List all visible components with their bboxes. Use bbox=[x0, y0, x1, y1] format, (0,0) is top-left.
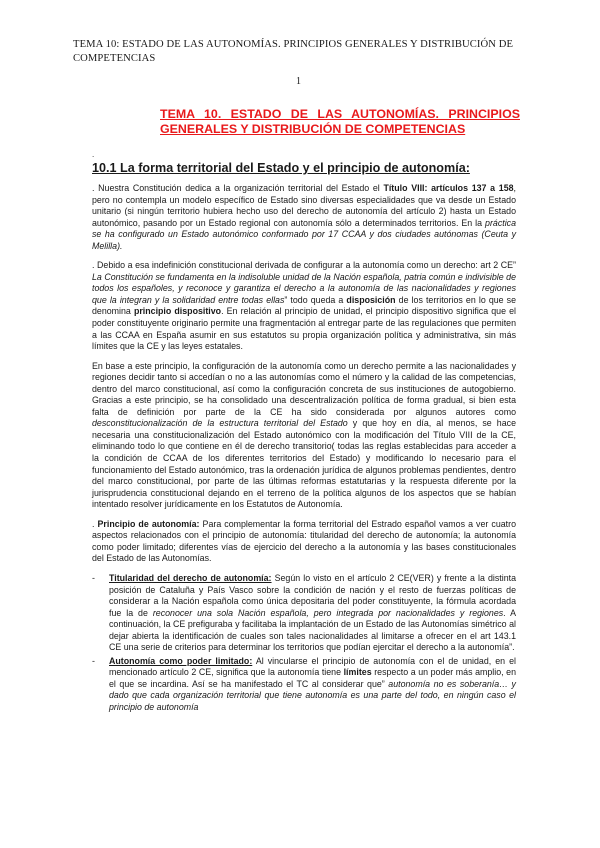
text-run: . Debido a esa indefinición constitucional derivada de configurar a la autonomía como un derecho: art 2 CE” bbox=[92, 260, 516, 271]
text-run: ” todo queda a bbox=[284, 294, 347, 305]
bold-underline-run: Titularidad del derecho de autonomía: bbox=[109, 572, 272, 583]
page-number: 1 bbox=[296, 76, 301, 87]
paragraph-constitution bbox=[92, 183, 516, 252]
text-run: Según lo visto en el artículo 2 CE(VER) y frente a la distinta posición de Cataluña y País Vasco sobre la condición de nación y el resto de fuerzas políticas de considerar a la Nación española como única depositaria del poder constituyente, la fórmula acordada fue la de bbox=[109, 572, 516, 618]
italic-run: desconstitucionalización de la estructura territorial del Estado bbox=[92, 418, 348, 429]
paragraph-autonomy-principle bbox=[92, 519, 516, 565]
section-heading: 10.1 La forma territorial del Estado y el principio de autonomía: bbox=[92, 161, 470, 175]
bold-run: principio dispositivo bbox=[133, 306, 222, 317]
text-run: respecto a un poder más amplio, en el que se incardina. Así se ha manifestado el TC al considerar que” bbox=[109, 667, 516, 689]
bold-run: Principio de autonomía: bbox=[97, 518, 200, 529]
bold-run: disposición bbox=[346, 294, 396, 305]
lead-dot: . bbox=[92, 150, 95, 159]
bold-run: límites bbox=[343, 667, 372, 678]
list-item bbox=[92, 655, 516, 714]
text-run: y que hoy en día, al menos, se hace necesaria una constitucionalización del Estado autonómico con la modificación del Título VIII de la CE, eliminando todo lo que contiene en él de derecho transitorio( todas las reglas establecidas para acceder a la condición de CCAA de los diferentes territorios del Estado) y modificando lo necesario para el funcionamiento del Estado autonómico, tras la ordenación jurídica de algunos problemas pendientes, dentro del marco constitucional, por parte de las últimas reformas estatutarias y la respuesta diferente por la jurisprudencia constitucional dejando en el terreno de la política algunos de los aspectos que se habían intentado resolver jurídicamente en los Estatutos de Autonomía. bbox=[92, 418, 516, 510]
paragraph-art2 bbox=[92, 260, 516, 352]
bullet-list bbox=[92, 573, 516, 714]
text-run: de los territorios en lo que se denomina bbox=[92, 294, 517, 317]
bold-underline-run: Autonomía como poder limitado: bbox=[109, 655, 253, 666]
text-run: Al vincularse el principio de autonomía con el de unidad, en el mencionado artículo 2 CE, significa que la autonomía tiene bbox=[109, 655, 516, 678]
body-text bbox=[92, 183, 516, 716]
text-run: En base a este principio, la configuración de la autonomía como un derecho permite a las nacionalidades y regiones decidir tanto si accedían o no a las autonomías como el número y la calidad de las competencias, dentro del marco constitucional, así como la configuración concreta de sus instituciones de autogobierno. Gracias a este principio, se ha consolidado una descentralización política de forma gradual, si bien esta falta de definición por parte de la CE ha sido considerada por algunos autores como bbox=[92, 360, 516, 417]
bold-run: Título VIII: artículos 137 a 158 bbox=[383, 183, 514, 193]
text-run: Para complementar la forma territorial del Estrado español vamos a ver cuatro aspectos relacionados con el principio de autonomía: titularidad del derecho de autonomía; la autonomía como poder limitado; diferentes vías de ejercicio del derecho a la autonomía y las bases constitucionales del Estado de las Autonomías. bbox=[92, 518, 516, 564]
italic-run: reconocer una sola Nación española, pero integrada por nacionalidades y regiones bbox=[152, 607, 504, 618]
text-run: . bbox=[92, 518, 98, 529]
italic-run: práctica se ha configurado un Estado autonómico conformado por 17 CCAA y dos ciudades autónomas (Ceuta y Melilla). bbox=[92, 217, 516, 251]
text-run: . A continuación, la CE prefiguraba y facilitaba la implantación de un Estado de las Autonomías simétrico al dejar abierta la identificación de cuales son tales nacionalidades al limitarse a ofrecer en el art 143.1 CE una serie de criterios para determinar los territorios que podían ejercitar el derecho a la autonomía”. bbox=[109, 607, 516, 653]
italic-run: La Constitución se fundamenta en la indisoluble unidad de la Nación española, patria común e indivisible de todos los españoles, y reconoce y garantiza el derecho a la autonomía de las nacionalidades y regiones que la integran y la solidaridad entre todas ellas bbox=[92, 271, 516, 305]
text-run: . Nuestra Constitución dedica a la organización territorial del Estado el bbox=[92, 183, 384, 193]
text-run: . En relación al principio de unidad, el principio dispositivo significa que el poder constituyente originario permite una fragmentación al entregar parte de las regulaciones que permiten a las CCAA en España asumir en sus estatutos su propia organización política y administrativa, sin más límites que la CE y las leyes estatales. bbox=[92, 306, 516, 352]
running-header: TEMA 10: ESTADO DE LAS AUTONOMÍAS. PRINCIPIOS GENERALES Y DISTRIBUCIÓN DE COMPETENCIAS bbox=[73, 39, 514, 64]
bullet-dash: - bbox=[92, 572, 95, 583]
italic-run: autonomía no es soberanía… y dado que cada organización territorial que tiene autonomía es una parte del todo, en ningún caso el principio de autonomía bbox=[109, 678, 516, 712]
bullet-dash: - bbox=[92, 655, 95, 666]
document-title: TEMA 10. ESTADO DE LAS AUTONOMÍAS. PRINCIPIOS GENERALES Y DISTRIBUCIÓN DE COMPETENCIAS bbox=[160, 107, 520, 136]
paragraph-principle bbox=[92, 361, 516, 511]
list-item bbox=[92, 572, 516, 654]
text-run: , pero no contempla un modelo específico de Estado sino diversas especialidades que va desde un Estado unitario (si ningún territorio hubiera hecho uso del derecho de autonomía del artículo 2) hasta un Estado autonómico, pasando por un Estado regional con autonomía sólo a determinados territorios. En la bbox=[92, 183, 517, 228]
